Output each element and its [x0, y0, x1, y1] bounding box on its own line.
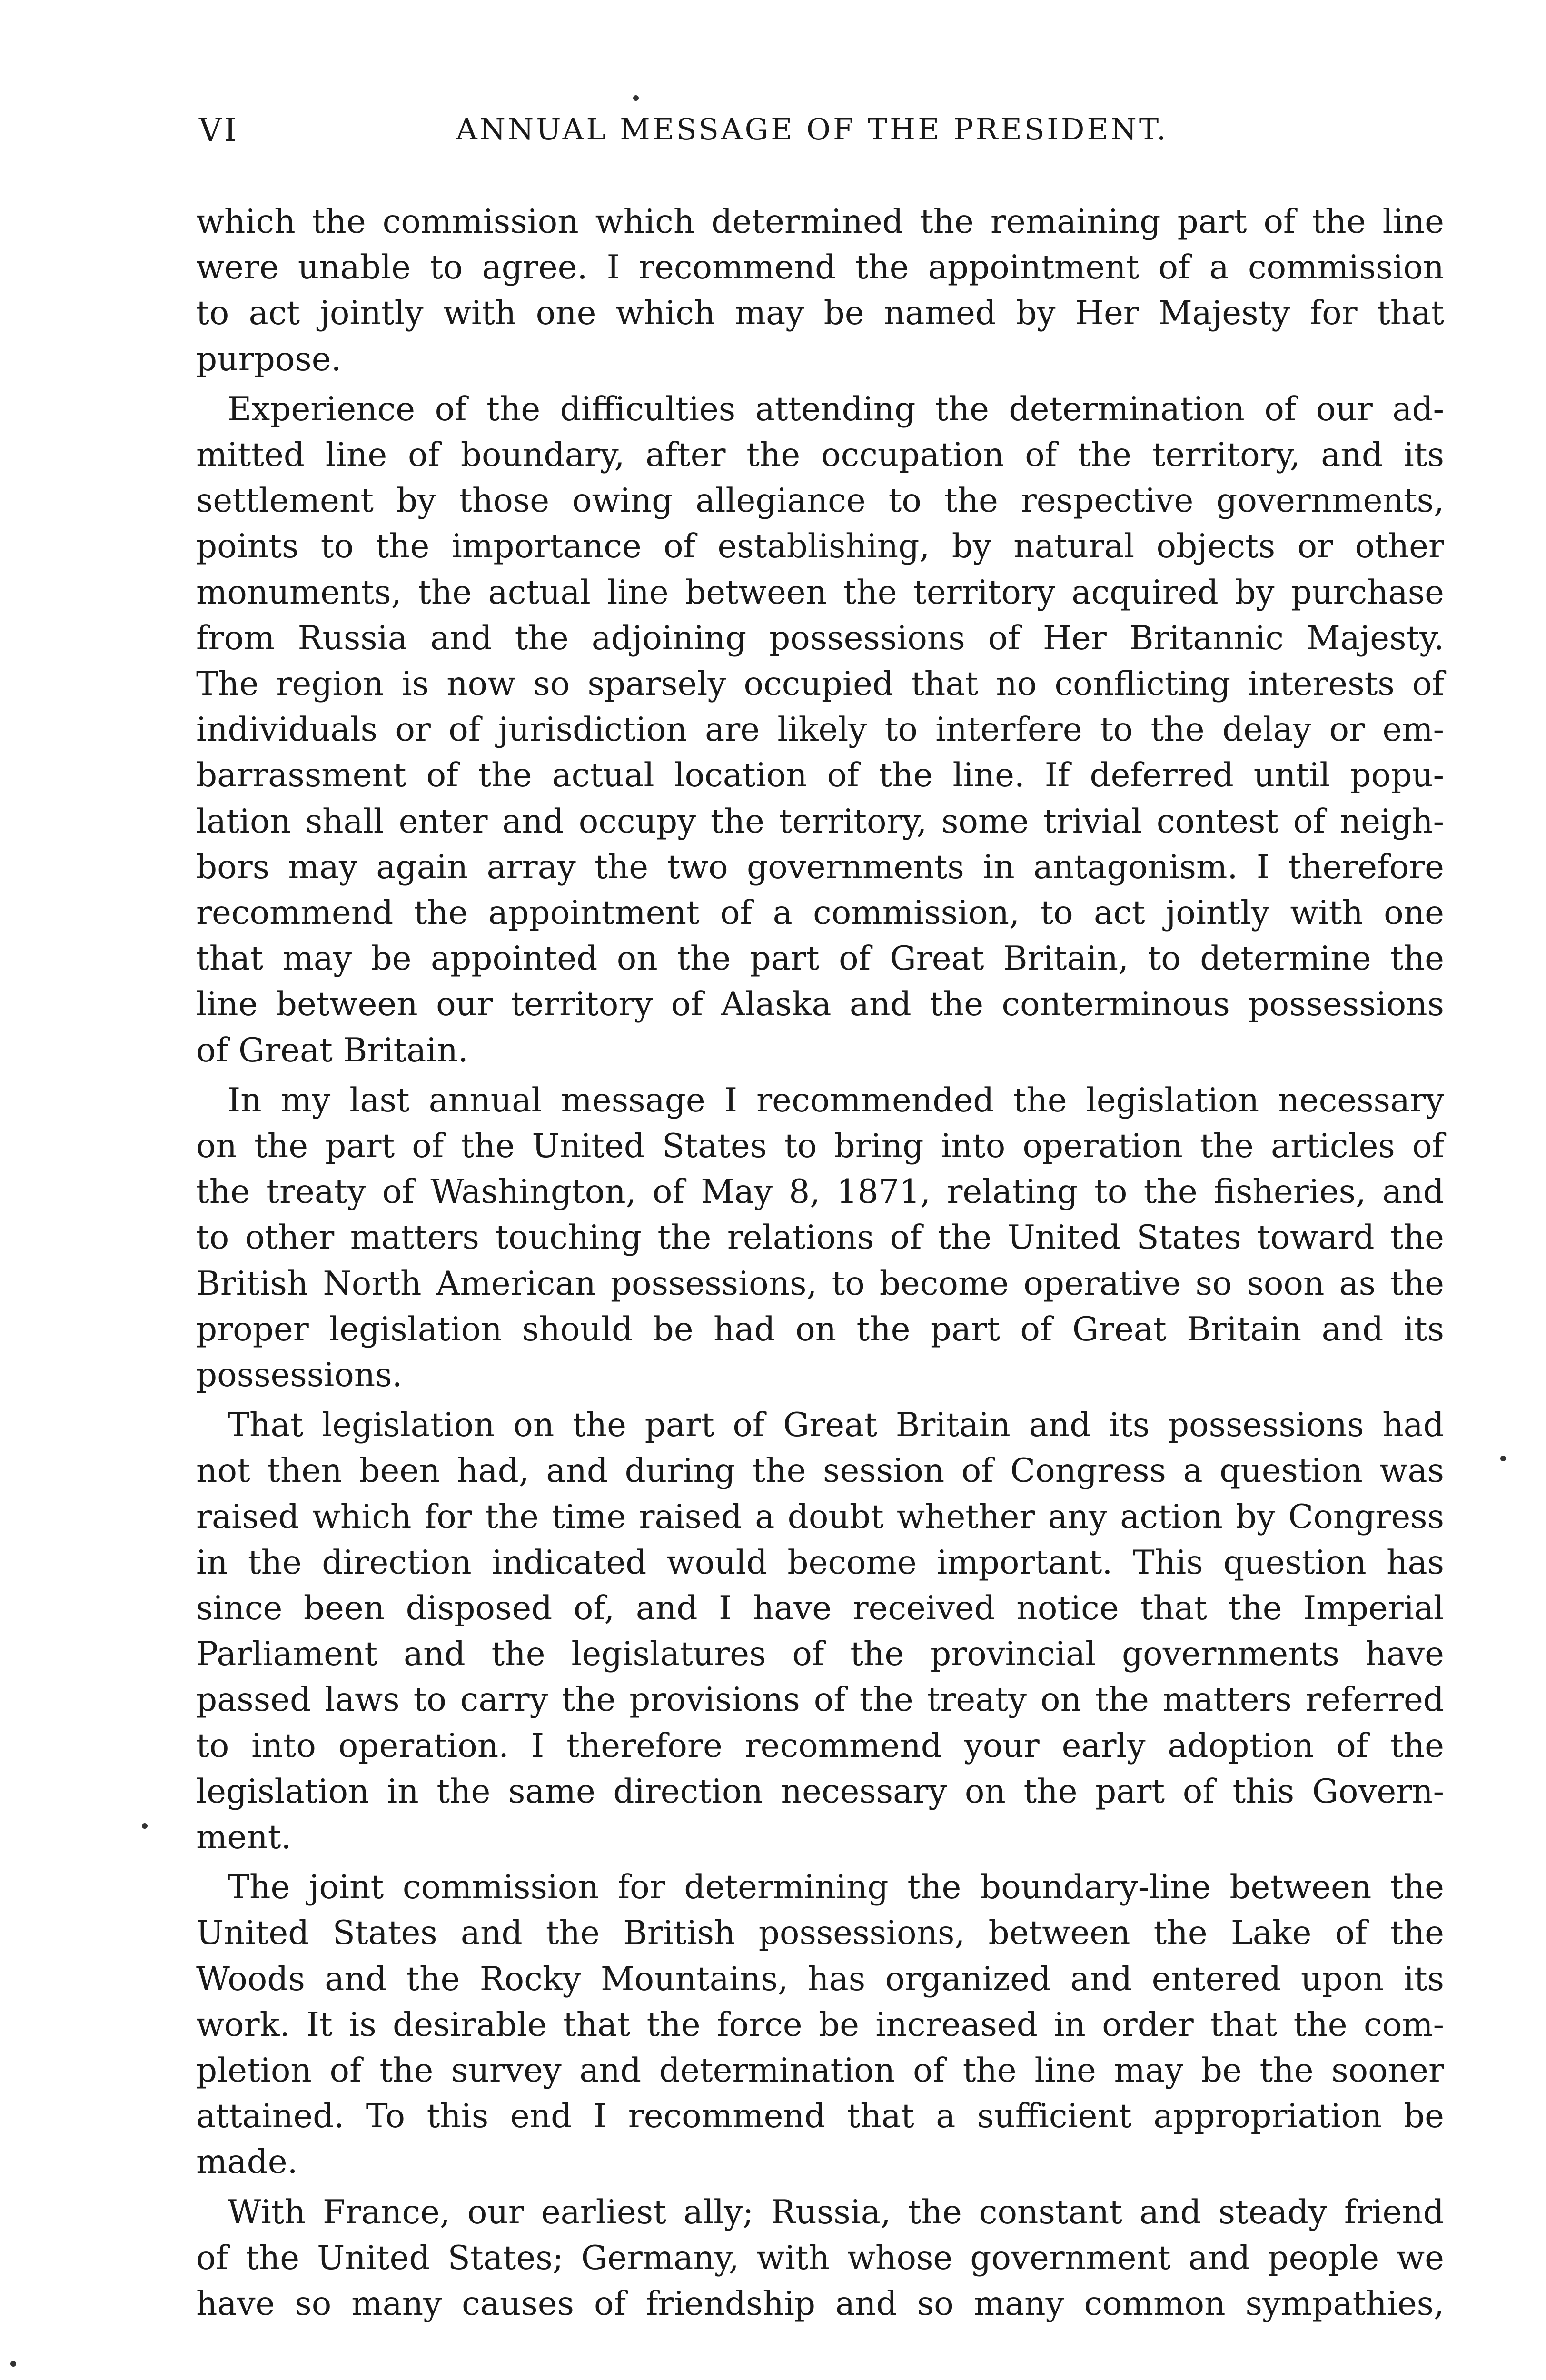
text-line: not then been had, and during the session of Congress a question was [196, 1452, 1444, 1490]
text-line: settlement by those owing allegiance to the respective governments, [196, 482, 1444, 520]
text-line: proper legislation should be had on the part of Great Britain and its [196, 1310, 1444, 1349]
text-line: United States and the British possessions, between the Lake of the [196, 1914, 1444, 1952]
text-line: That legislation on the part of Great Britain and its possessions had [228, 1406, 1444, 1444]
text-line: Parliament and the legislatures of the provincial governments have [196, 1635, 1444, 1673]
running-title: ANNUAL MESSAGE OF THE PRESIDENT. [456, 112, 1169, 147]
text-line: in the direction indicated would become important. This question has [196, 1544, 1444, 1582]
text-line: The region is now so sparsely occupied that no conflicting interests of [196, 665, 1444, 703]
page-speck [1500, 1456, 1506, 1461]
text-line: individuals or of jurisdiction are likely to interfere to the delay or em- [196, 711, 1444, 749]
text-line: line between our territory of Alaska and the conterminous possessions [196, 985, 1444, 1023]
text-line: made. [196, 2143, 298, 2181]
text-line: points to the importance of establishing, by natural objects or other [196, 527, 1444, 565]
page-header [199, 112, 1446, 155]
text-line: bors may again array the two governments in antagonism. I therefore [196, 848, 1444, 886]
text-line: were unable to agree. I recommend the appointment of a commission [196, 248, 1444, 287]
text-line: mitted line of boundary, after the occupation of the territory, and its [196, 436, 1444, 474]
text-line: to into operation. I therefore recommend your early adoption of the [196, 1727, 1444, 1765]
text-line: to other matters touching the relations of the United States toward the [196, 1219, 1444, 1257]
text-line: ment. [196, 1818, 292, 1856]
page-speck [633, 95, 639, 101]
text-line: to act jointly with one which may be named by Her Majesty for that [196, 294, 1444, 332]
text-line: of the United States; Germany, with whose government and people we [196, 2239, 1444, 2277]
text-line: Experience of the difficulties attending the determination of our ad- [228, 390, 1444, 428]
text-line: monuments, the actual line between the territory acquired by purchase [196, 574, 1444, 612]
text-line: raised which for the time raised a doubt whether any action by Congress [196, 1498, 1444, 1536]
text-line: from Russia and the adjoining possessions of Her Britannic Majesty. [196, 619, 1444, 657]
text-line: pletion of the survey and determination of the line may be the sooner [196, 2052, 1444, 2090]
text-line: passed laws to carry the provisions of the treaty on the matters referred [196, 1681, 1444, 1719]
text-line: of Great Britain. [196, 1031, 468, 1070]
text-line: British North American possessions, to become operative so soon as the [196, 1265, 1444, 1303]
page-speck [10, 2361, 16, 2367]
text-line: possessions. [196, 1356, 403, 1394]
page-speck [142, 1823, 148, 1829]
text-line: legislation in the same direction necessary on the part of this Govern- [196, 1773, 1444, 1811]
text-line: since been disposed of, and I have received notice that the Imperial [196, 1589, 1444, 1627]
text-line: that may be appointed on the part of Great Britain, to determine the [196, 940, 1444, 978]
page-number: VI [199, 112, 239, 149]
text-line: work. It is desirable that the force be increased in order that the com- [196, 2006, 1444, 2044]
text-line: recommend the appointment of a commission, to act jointly with one [196, 894, 1444, 932]
text-line: Woods and the Rocky Mountains, has organized and entered upon its [196, 1960, 1444, 1998]
text-line: the treaty of Washington, of May 8, 1871, relating to the fisheries, and [196, 1173, 1444, 1211]
text-line: barrassment of the actual location of the line. If deferred until popu- [196, 756, 1444, 794]
text-line: The joint commission for determining the boundary-line between the [228, 1868, 1444, 1906]
text-line: With France, our earliest ally; Russia, the constant and steady friend [228, 2193, 1444, 2231]
text-line: which the commission which determined the remaining part of the line [196, 203, 1444, 241]
text-line: purpose. [196, 340, 342, 378]
text-line: on the part of the United States to bring into operation the articles of [196, 1127, 1444, 1165]
text-line: have so many causes of friendship and so many common sympathies, [196, 2285, 1444, 2323]
text-line: attained. To this end I recommend that a sufficient appropriation be [196, 2097, 1444, 2135]
text-line: lation shall enter and occupy the territory, some trivial contest of neigh- [196, 803, 1444, 841]
text-line: In my last annual message I recommended the legislation necessary [228, 1081, 1444, 1120]
